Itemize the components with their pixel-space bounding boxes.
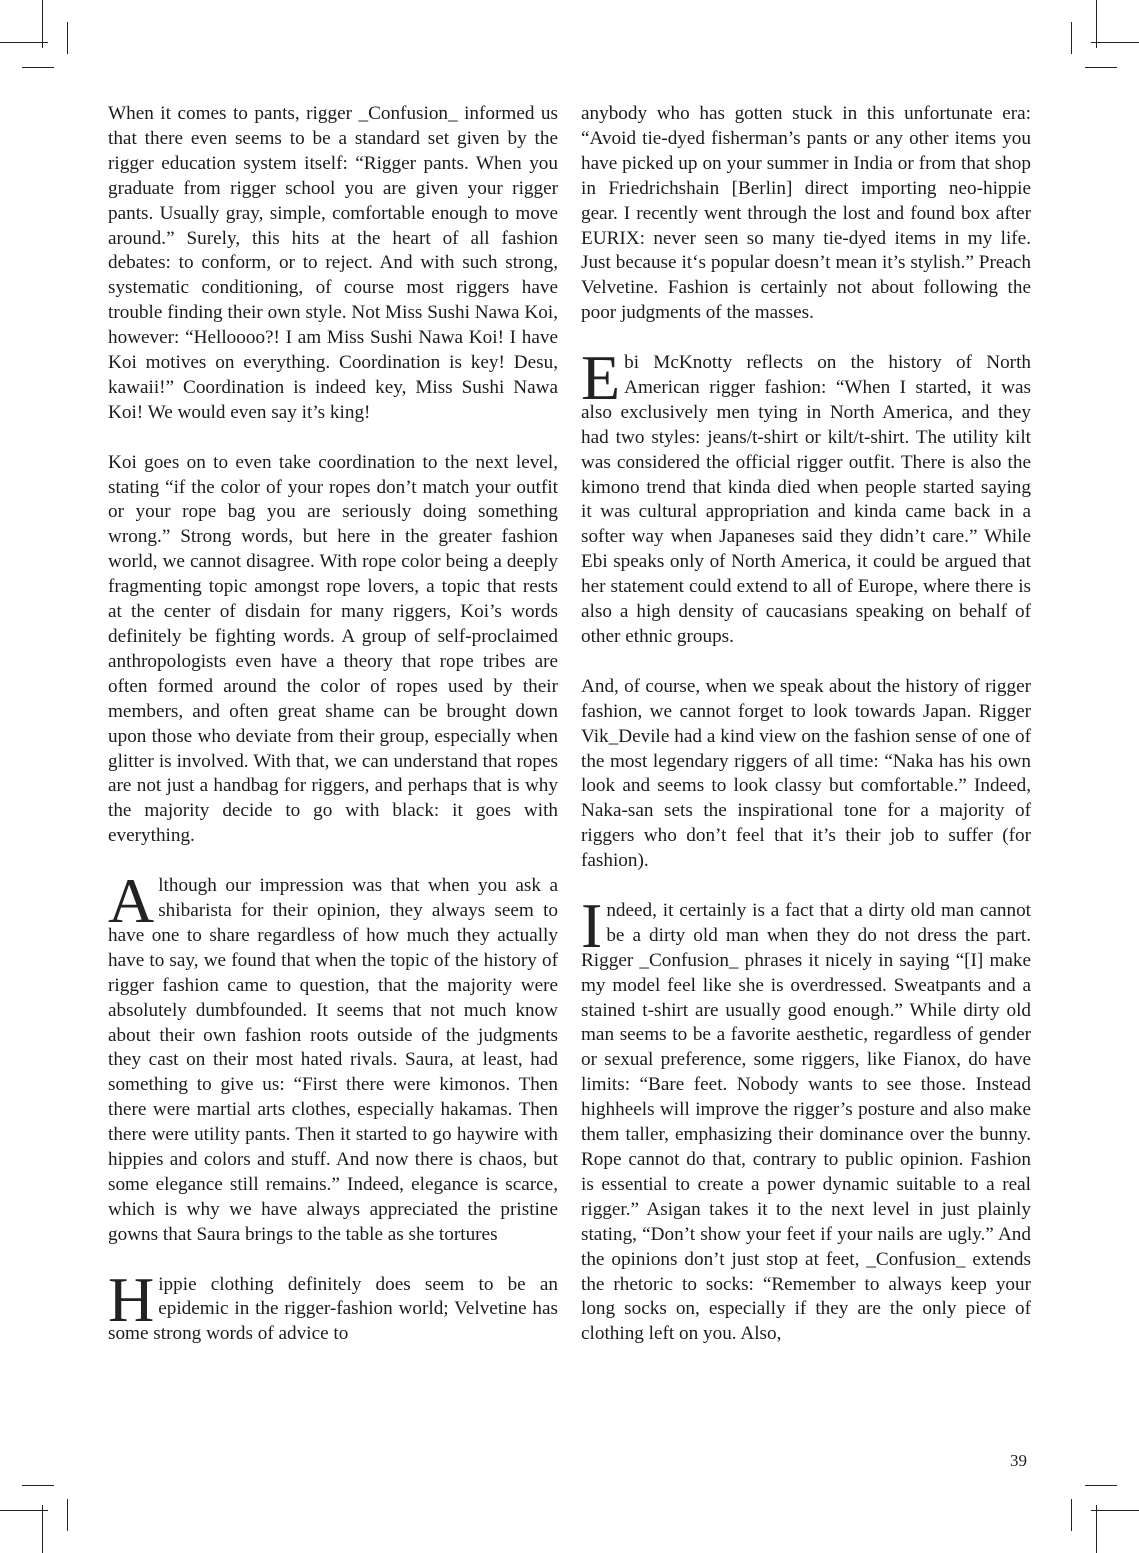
paragraph	[581, 342, 1031, 650]
paragraph	[108, 865, 558, 1248]
drop-cap: E	[581, 342, 621, 414]
crop-mark	[1091, 42, 1139, 43]
crop-mark	[1096, 1505, 1097, 1553]
crop-mark	[0, 1510, 48, 1511]
crop-mark	[1085, 1485, 1117, 1486]
paragraph-text: bi McKnotty reflects on the history of North American rigger fashion: “When I started, it was also exclusively men tying in North America, and they had two styles: jeans/t-shirt or kilt/t-shirt. The utility kilt was considered the official rigger outfit. There is also the kimono trend that kinda died when people started saying it was cultural appropriation and kinda came back in a softer way when Japaneses said they didn’t care.” While Ebi speaks only of North America, it could be argued that her statement could extend to all of Europe, where there is also a high density of caucasians speaking on behalf of other ethnic groups.	[581, 352, 1031, 648]
paragraph: anybody who has gotten stuck in this unfortunate era: “Avoid tie-dyed fisherman’s pants or any other items you have picked up on your summer in India or from that shop in Friedrichshain [Berlin] direct importing neo-hippie gear. I recently went through the lost and found box after EURIX: never seen so many tie-dyed items in my life. Just because it‘s popular doesn’t mean it’s stylish.” Preach Velvetine. Fashion is certainly not about following the poor judgments of the masses.	[581, 103, 1031, 324]
drop-cap: I	[581, 889, 603, 961]
paragraph-text: lthough our impression was that when you ask a shibarista for their opinion, they always seem to have one to share regardless of how much they actually have to say, we found that when the topic of the history of rigger fashion came to question, that the majority were absolutely dumbfounded. It seems that not much know about their own fashion roots outside of the judgments they cast on their most hated rivals. Saura, at least, had something to give us: “First there were kimonos. Then there were martial arts clothes, especially hakamas. Then there were utility pants. Then it started to go haywire with hippies and colors and stuff. And now there is chaos, but some elegance still remains.” Indeed, elegance is scarce, which is why we have always appreciated the pristine gowns that Saura brings to the table as she tortures	[108, 875, 558, 1245]
paragraph: Koi goes on to even take coordination to the next level, stating “if the color of your ropes don’t match your outfit or your rope bag you are seriously doing something wrong.” Strong words, but here in the greater fashion world, we cannot disagree. With rope color being a deeply fragmenting topic amongst rope lovers, a topic that rests at the center of disdain for many riggers, Koi’s words definitely be fighting words. A group of self-proclaimed anthropologists even have a theory that rope tribes are often formed around the color of ropes used by their members, and often great shame can be brought down upon those who deviate from their group, especially when glitter is involved. With that, we can understand that ropes are not just a handbag for riggers, and perhaps that is why the majority decide to go with black: it goes with everything.	[108, 451, 558, 847]
paragraph-text: ippie clothing definitely does seem to be an epidemic in the rigger-fashion world; Velvetine has some strong words of advice to	[108, 1273, 558, 1345]
crop-mark	[1085, 67, 1117, 68]
paragraph	[581, 889, 1031, 1347]
crop-mark	[67, 22, 68, 54]
left-column	[108, 102, 558, 1347]
crop-mark	[1071, 1499, 1072, 1531]
paragraph-text: ndeed, it certainly is a fact that a dirty old man cannot be a dirty old man when they do not dress the part. Rigger _Confusion_ phrases it nicely in saying “[I] make my model feel like she is overdressed. Sweatpants and a stained t-shirt are usually good enough.” While dirty old man seems to be a favorite aesthetic, regardless of gender or sexual preference, some riggers, like Fianox, do have limits: “Bare feet. Nobody wants to see those. Instead highheels will improve the rigger’s posture and also make them taller, emphasizing their dominance over the bunny. Rope cannot do that, contrary to public opinion. Fashion is essential to create a power dynamic suitable to a real rigger.” Asigan takes it to the next level in just plainly stating, “Don’t show your feet if your nails are ugly.” And the opinions don’t just stop at feet, _Confusion_ extends the rhetoric to socks: “Remember to always keep your long socks on, especially if they are the only piece of clothing left on you. Also,	[581, 899, 1031, 1345]
crop-mark	[22, 67, 54, 68]
crop-mark	[0, 42, 48, 43]
paragraph: When it comes to pants, rigger _Confusion_ informed us that there even seems to be a standard set given by the rigger education system itself: “Rigger pants. When you graduate from rigger school you are given your rigger pants. Usually gray, simple, comfortable enough to move around.” Surely, this hits at the heart of all fashion debates: to conform, or to reject. And with such strong, systematic conditioning, of course most riggers have trouble finding their own style. Not Miss Sushi Nawa Koi, however: “Helloooo?! I am Miss Sushi Nawa Koi! I have Koi motives on everything. Coordination is key! Desu, kawaii!” Coordination is indeed key, Miss Sushi Nawa Koi! We would even say it’s king!	[108, 103, 558, 423]
right-column	[581, 102, 1031, 1347]
drop-cap: A	[108, 865, 155, 937]
crop-mark	[42, 1505, 43, 1553]
crop-mark	[1091, 1510, 1139, 1511]
crop-mark	[1096, 0, 1097, 48]
paragraph	[108, 1263, 558, 1348]
crop-mark	[67, 1499, 68, 1531]
crop-mark	[42, 0, 43, 48]
drop-cap: H	[108, 1263, 155, 1335]
crop-mark	[1071, 22, 1072, 54]
paragraph: And, of course, when we speak about the history of rigger fashion, we cannot forget to look towards Japan. Rigger Vik_Devile had a kind view on the fashion sense of one of the most legendary riggers of all time: “Naka has his own look and seems to look classy but comfortable.” Indeed, Naka-san sets the inspirational tone for a majority of riggers who don’t feel that it’s their job to suffer (for fashion).	[581, 675, 1031, 872]
crop-mark	[22, 1485, 54, 1486]
page-number: 39	[1010, 1451, 1027, 1470]
